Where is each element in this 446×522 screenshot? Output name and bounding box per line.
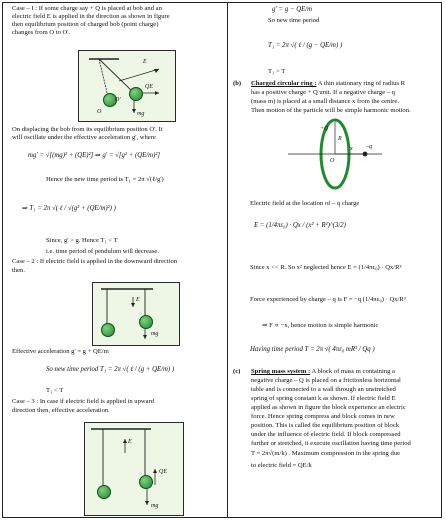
so-new-period: So new time period <box>268 17 320 24</box>
spring-text-2: table and is connected to a wall through an unstretched <box>251 386 396 393</box>
eq-ring-period: Having time period T = 2π √( 4πε₀ mR³ / Qq ) <box>250 346 375 353</box>
bob-left-3 <box>97 485 111 499</box>
label-e-field: E <box>143 59 147 65</box>
case3-line-2: direction then, effective acceleration. <box>12 407 110 414</box>
case2-line-1: Case – 2 : If electric field is applied in the downward direction <box>12 258 178 265</box>
ring-text-0: A thin stationary ring of radius R <box>316 80 405 87</box>
label-b: (b) <box>233 80 242 87</box>
eq-g-minus: g' = g − QE/m <box>272 6 313 13</box>
since-line: Since, g' > g. Hence T₁ < T <box>46 237 118 244</box>
figure-pendulum-field <box>78 50 176 122</box>
bob-right <box>139 315 153 329</box>
label-e-field-2: E <box>136 297 140 303</box>
case3-line-1: Case – 3 : In case if electric field is applied in upward <box>12 398 155 405</box>
case2-line-2: then. <box>12 267 26 274</box>
ring-title: Charged circular ring : <box>251 80 317 87</box>
since-x-line: Since x << R. So x² neglected hence E = (1/4πε₀) · Qx/R³ <box>250 264 402 271</box>
para1-line-1: On displacing the bob from its equilibrium position O'. It <box>12 126 163 133</box>
label-mg-3: mg <box>151 503 159 509</box>
case1-line-4: changes from O to O'. <box>12 29 71 36</box>
effective-acc-line: Effective acceleration g' = g + QE/m <box>12 348 109 355</box>
bob-displaced <box>129 87 143 101</box>
ring-text-2: (mass m) is placed at a small distance x from the centre. <box>251 98 399 105</box>
spring-text-9: T = 2π√(m/k) . Maximum compression in the spring due <box>251 450 400 457</box>
line-new-period: Hence the new time period is T₁ = 2π √(ℓ/g') <box>46 176 164 183</box>
label-qe: QE <box>145 84 153 90</box>
label-ring-minus-q: –q <box>366 144 372 150</box>
label-mg: mg <box>137 111 145 117</box>
t1-less-t: T₁ < T <box>46 387 64 394</box>
ring-drawing <box>280 118 390 190</box>
ring-text-1: has a positive charge + Q unit. If a negative charge – q <box>251 89 395 96</box>
label-ring-o: O <box>330 158 335 164</box>
label-ring-r: R <box>338 136 342 142</box>
spring-text-1: negative charge – Q is placed on a frictionless horizontal <box>251 377 401 384</box>
bob-left <box>101 323 115 337</box>
bob-right-3 <box>139 475 153 489</box>
figure-pendulum-upward-field <box>84 422 184 516</box>
spring-text-3: spring of spring constant k as shown. If electric field E <box>251 395 396 402</box>
eq-t1-upward: T₁ = 2π √( ℓ / (g − QE/m) ) <box>268 42 343 49</box>
ring-text-3: Then motion of the particle will be simple harmonic motion. <box>251 107 411 114</box>
figure-pendulum-downward-field <box>92 282 180 346</box>
spring-text-5: force. Hence spring compress and block comes in new <box>251 413 395 420</box>
case1-line-1: Case – I : If some charge say + Q is placed at bob and an <box>12 5 162 12</box>
label-o-prime: O' <box>115 97 121 103</box>
spring-title: Spring mass system : <box>251 368 311 375</box>
ie-line: i.e. time period of pendulum will decrease. <box>46 248 159 255</box>
label-mg-2: mg <box>151 331 159 337</box>
shm-line: ⇒ F ∝ −x, hence motion is simple harmonic <box>262 322 379 329</box>
label-ring-plus-q: +Q <box>320 126 329 132</box>
eq-e-field: E = (1/4πε₀) · Qx / (x² + R²)^(3/2) <box>254 222 346 229</box>
eq-t1: ⇒ T₁ = 2π √( ℓ / √(g² + (QE/m)²) ) <box>22 205 116 212</box>
case1-line-2: electric field E is applied in the direction as shown in figure <box>12 13 170 20</box>
column-divider <box>227 2 228 518</box>
spring-text-0: A block of mass m containing a <box>310 368 395 375</box>
label-qe-3: QE <box>159 469 167 475</box>
spring-text-10: to electric field = QE/k <box>251 462 312 469</box>
spring-text-4: applied as shown in figure the block experience an electric <box>251 404 406 411</box>
field-location-line: Electric field at the location of – q charge <box>250 200 360 207</box>
spring-text-7: under the influence of electric field. If block compressed <box>251 431 401 438</box>
eq-new-period-2: So new time period T₁ = 2π √( ℓ / (g + QE/m) ) <box>46 366 175 373</box>
case1-line-3: then equilibrium position of charged bob (point charge) <box>12 21 159 28</box>
ring-first-line <box>251 80 405 88</box>
eq-effective-g: mg' = √[(mg)² + (QE)²] ⇒ g' = √[g² + (QE/m)²] <box>28 152 161 159</box>
para1-line-2: will oscillate under the effective acceleration g', where <box>12 134 156 141</box>
t1-greater-t: T₁ > T <box>268 68 286 75</box>
spring-first-line <box>251 368 395 376</box>
figure3-drawing <box>85 423 183 515</box>
label-ring-x: x <box>350 146 353 152</box>
spring-text-6: position. This is called the equilibrium position of block <box>251 422 400 429</box>
figure-charged-ring <box>280 118 390 190</box>
label-o: O <box>97 109 102 115</box>
figure1-drawing <box>79 51 175 121</box>
label-e-field-3: E <box>128 439 132 445</box>
label-c: (c) <box>233 368 241 375</box>
force-line: Force experienced by charge – q is F = −q (1/4πε₀) · Qx/R³ <box>250 296 406 303</box>
spring-text-8: further or stretched, it execute oscillation having time period <box>251 440 411 447</box>
